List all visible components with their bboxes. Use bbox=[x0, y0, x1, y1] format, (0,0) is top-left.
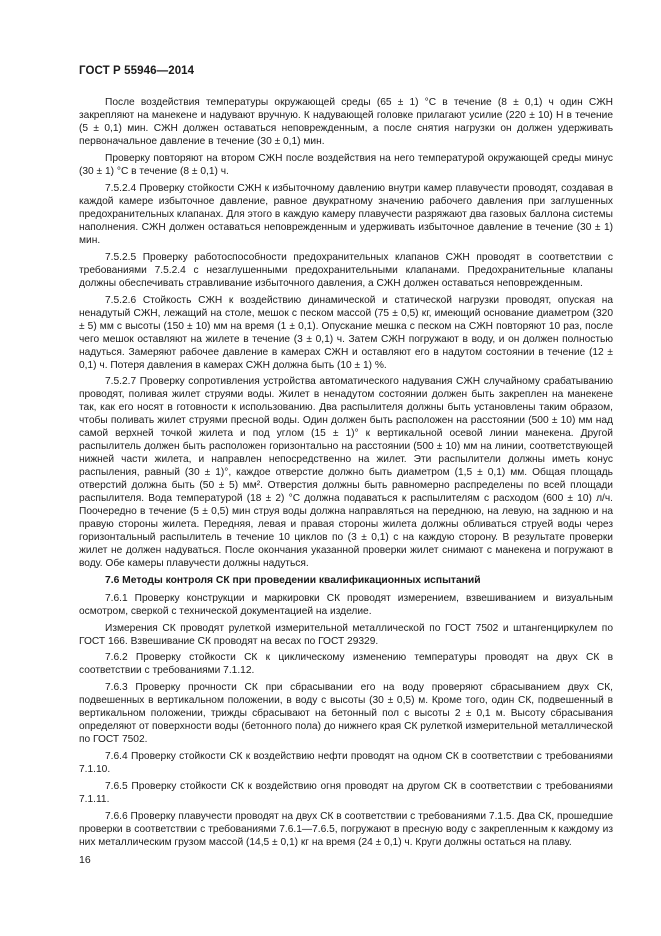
paragraph-7-5-2-5: 7.5.2.5 Проверку работоспособности предохранительных клапанов СЖН проводят в соответствии с требованиями 7.5.2.4 с незаглушенными предохранительными клапанами. Предохранительные клапаны должны обеспечивать стравливание избыточного давления, а СЖН должен оставаться неповрежденным. bbox=[79, 251, 613, 289]
paragraph-7-6-3: 7.6.3 Проверку прочности СК при сбрасывании его на воду проверяют сбрасыванием двух СК, подвешенных в вертикальном положении, в воду с высоты (30 ± 0,5) м. Кроме того, один СК, подвешенный в вертикальном положении, трижды сбрасывают на бетонный пол с высоты 2 ± 0,1 м. Высоту сбрасывания определяют от поверхности воды (бетонного пола) до нижнего края СК рулеткой измерительной металлической по ГОСТ 7502. bbox=[79, 682, 613, 746]
document-body bbox=[79, 96, 613, 853]
paragraph-7-6-6: 7.6.6 Проверку плавучести проводят на двух СК в соответствии с требованиями 7.1.5. Два СК, прошедшие проверки в соответствии с требованиями 7.6.1—7.6.5, погружают в пресную воду с закрепленным к каждому из них металлическим грузом массой (14,5 ± 0,1) кг на время (24 ± 0,1) ч. Круги должны остаться на плаву. bbox=[79, 810, 613, 848]
page-number: 16 bbox=[79, 854, 91, 866]
document-code-header: ГОСТ Р 55946—2014 bbox=[79, 65, 195, 77]
paragraph-7-6-2: 7.6.2 Проверку стойкости СК к циклическому изменению температуры проводят на двух СК в соответствии с требованиями 7.1.12. bbox=[79, 652, 613, 677]
paragraph-7-6-4: 7.6.4 Проверку стойкости СК к воздействию нефти проводят на одном СК в соответствии с требованиями 7.1.10. bbox=[79, 751, 613, 776]
paragraph-7-5-2-4: 7.5.2.4 Проверку стойкости СЖН к избыточному давлению внутри камер плавучести проводят, создавая в каждой камере избыточное давление, равное двукратному значению рабочего давления при заглушенных предохранительных клапанах. Для этого в каждую камеру плавучести разряжают два газовых баллона системы наполнения. СЖН должен оставаться неповрежденным и удерживать избыточное давление в течение (30 ± 1) мин. bbox=[79, 182, 613, 246]
paragraph-7-5-2-7: 7.5.2.7 Проверку сопротивления устройства автоматического надувания СЖН случайному срабатыванию проводят, поливая жилет струями воды. Жилет в ненадутом состоянии должен быть закреплен на манекене так, как его носят в готовности к использованию. Два распылителя должны быть установлены таким образом, чтобы поливать жилет струями пресной воды. Один должен быть расположен на расстоянии (500 ± 10) мм над самой верхней точкой жилета и под углом (15 ± 1)° к вертикальной осевой линии манекена. Другой распылитель должен быть расположен горизонтально на расстоянии (500 ± 10) мм на линии, соответствующей нижней части жилета, и направлен непосредственно на жилет. Эти распылители должны иметь конус распыления, равный (30 ± 1)°, каждое отверстие должно быть диаметром (1,5 ± 0,1) мм. Общая площадь отверстий должна быть (50 ± 5) мм². Отверстия должны быть равномерно распределены по всей площади распылителя. Вода температурой (18 ± 2) °С должна подаваться к распылителям с расходом (600 ± 10) л/ч. Поочередно в течение (5 ± 0,5) мин струя воды должна направляться на переднюю, на левую, на заднюю и на правую стороны жилета. Передняя, левая и правая стороны жилета должны обливаться струей воды через горизонтальный распылитель в течение 10 циклов по (3 ± 0,1) с на каждую сторону. В результате проверки жилет не должен надуваться. После окончания указанной проверки жилет снимают с манекена и погружают в воду. Обе камеры плавучести должны надуться. bbox=[79, 376, 613, 570]
paragraph-7-6-5: 7.6.5 Проверку стойкости СК к воздействию огня проводят на другом СК в соответствии с требованиями 7.1.11. bbox=[79, 781, 613, 806]
paragraph-measurements: Измерения СК проводят рулеткой измерительной металлической по ГОСТ 7502 и штангенциркулем по ГОСТ 166. Взвешивание СК проводят на весах по ГОСТ 29329. bbox=[79, 622, 613, 647]
paragraph-7-6-1: 7.6.1 Проверку конструкции и маркировки СК проводят измерением, взвешиванием и визуальным осмотром, сверкой с технической документацией на изделие. bbox=[79, 592, 613, 617]
paragraph-repeat-test: Проверку повторяют на втором СЖН после воздействия на него температурой окружающей среды минус (30 ± 1) °С в течение (8 ± 0,1) ч. bbox=[79, 152, 613, 177]
paragraph-temperature-test: После воздействия температуры окружающей среды (65 ± 1) °С в течение (8 ± 0,1) ч один СЖН закрепляют на манекене и надувают вручную. К надувающей головке прилагают усилие (220 ± 10) Н в течение (5 ± 0,1) мин. СЖН должен оставаться неповрежденным, а после снятия нагрузки он должен удерживать первоначальное давление в течение (30 ± 0,1) мин. bbox=[79, 97, 613, 147]
paragraph-7-5-2-6: 7.5.2.6 Стойкость СЖН к воздействию динамической и статической нагрузки проводят, опуская на ненадутый СЖН, лежащий на столе, мешок с песком массой (75 ± 0,5) кг, имеющий основание диаметром (320 ± 5) мм с высоты (150 ± 10) мм на время (1 ± 0,1). Опускание мешка с песком на СЖН повторяют 10 раз, после чего мешок оставляют на жилете в течение (3 ± 0,1) ч. Затем СЖН погружают в воду, и он должен полностью надуться. Замеряют рабочее давление в камерах СЖН и оставляют его в надутом состоянии в течение (12 ± 0,1) ч. Потеря давления в камерах СЖН должна быть (10 ± 1) %. bbox=[79, 294, 613, 371]
section-heading-7-6: 7.6 Методы контроля СК при проведении квалификационных испытаний bbox=[105, 575, 481, 587]
